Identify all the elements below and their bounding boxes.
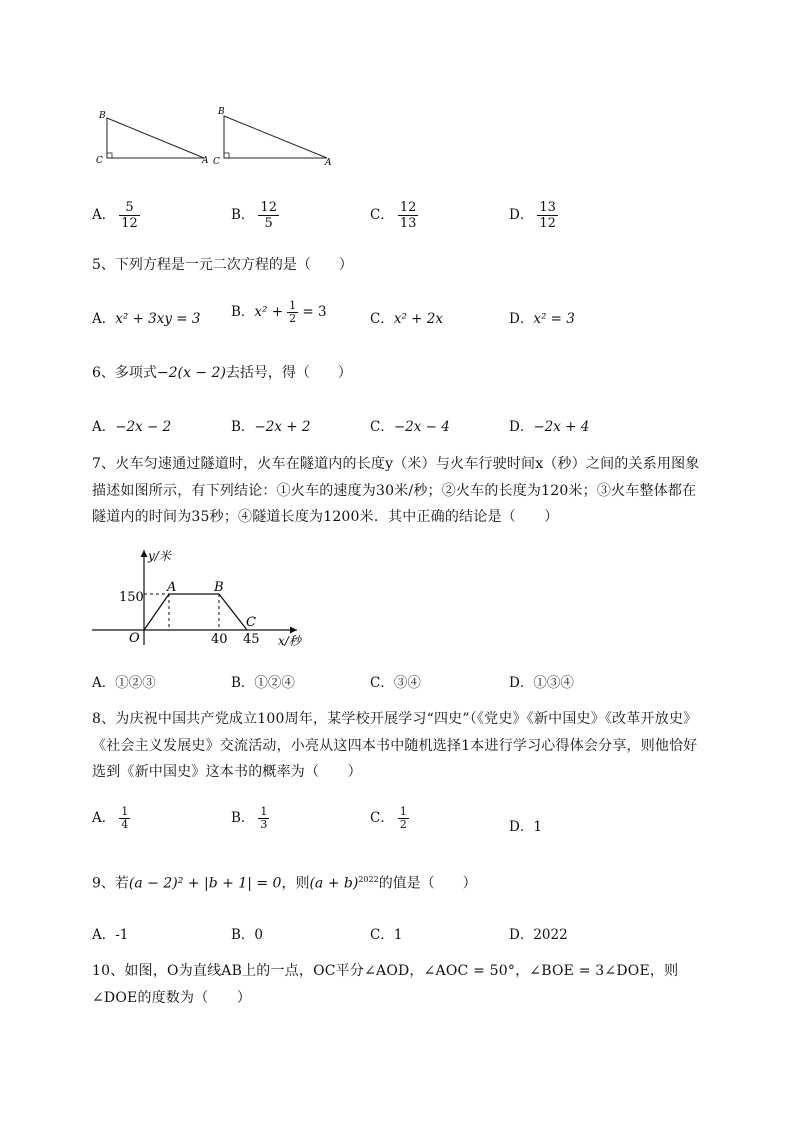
q6-stem: [92, 360, 732, 386]
numerator: 13: [539, 200, 556, 215]
q5-option-a[interactable]: [92, 307, 200, 327]
option-letter: C．: [370, 207, 394, 223]
q7-option-a[interactable]: [92, 671, 156, 691]
option-letter: A．: [92, 675, 116, 691]
option-text: ③④: [393, 675, 421, 691]
option-letter: B．: [231, 675, 255, 691]
option-text: −2x − 4: [393, 419, 450, 435]
q5-option-c[interactable]: [370, 307, 443, 327]
denominator: 12: [539, 216, 556, 231]
tri2-label-a: A: [325, 158, 332, 168]
q5-option-b[interactable]: [231, 300, 327, 325]
q6-option-d[interactable]: [509, 415, 589, 435]
option-text: −2x − 2: [115, 419, 172, 435]
option-text: = 3: [302, 304, 327, 320]
option-letter: D．: [509, 419, 534, 435]
denominator: 3: [260, 818, 268, 831]
option-text: -1: [115, 927, 129, 943]
q8-option-a[interactable]: [92, 806, 130, 831]
stem-expression: (a + b): [309, 875, 359, 892]
trapezoid-line: [144, 594, 247, 630]
numerator: 12: [260, 200, 277, 215]
tri1-label-a: A: [202, 156, 209, 166]
option-letter: C．: [370, 419, 394, 435]
option-letter: C．: [370, 675, 394, 691]
denominator: 5: [264, 216, 273, 231]
tri1-label-b: B: [99, 111, 106, 121]
option-text: x² = 3: [533, 311, 575, 327]
q9-option-c[interactable]: [370, 923, 402, 943]
option-letter: B．: [231, 419, 255, 435]
q4-option-c[interactable]: [370, 200, 418, 231]
option-letter: D．: [509, 927, 534, 943]
triangle-2: [213, 107, 332, 168]
option-text: 2022: [533, 927, 568, 943]
x-axis-label: x/秒: [278, 634, 301, 648]
option-letter: C．: [370, 311, 394, 327]
q4-option-d[interactable]: [509, 200, 558, 231]
option-letter: A．: [92, 419, 116, 435]
option-letter: A．: [92, 207, 116, 223]
q9-option-a[interactable]: [92, 923, 128, 943]
stem-text: 的值是（ ）: [378, 875, 477, 892]
option-letter: D．: [509, 311, 534, 327]
stem-expression: −2(x − 2): [156, 365, 226, 381]
option-letter: C．: [370, 810, 394, 826]
q4-option-b[interactable]: [231, 200, 279, 231]
option-letter: A．: [92, 927, 116, 943]
option-letter: B．: [231, 927, 255, 943]
q6-option-c[interactable]: [370, 415, 450, 435]
stem-text: 9、若: [92, 875, 129, 892]
option-letter: A．: [92, 311, 116, 327]
q6-option-a[interactable]: [92, 415, 171, 435]
option-letter: B．: [231, 810, 255, 826]
option-text: ①③④: [533, 675, 574, 691]
option-letter: D．: [509, 207, 534, 223]
q5-stem: 5、下列方程是一元二次方程的是（ ）: [92, 257, 353, 273]
denominator: 4: [121, 818, 129, 831]
q7-option-c[interactable]: [370, 671, 421, 691]
stem-expression: (a − 2)² + |b + 1| = 0: [128, 875, 282, 892]
q7-graph: [92, 545, 322, 650]
denominator: 12: [121, 216, 138, 231]
denominator: 2: [399, 818, 407, 831]
q9-option-d[interactable]: [509, 923, 568, 943]
numerator: 1: [121, 805, 129, 818]
stem-text: 6、多项式: [92, 365, 157, 381]
tri1-label-c: C: [96, 156, 103, 166]
q8-option-d[interactable]: [509, 815, 542, 835]
option-text: −2x + 2: [254, 419, 311, 435]
option-text: 0: [254, 927, 264, 943]
q8-stem: 8、为庆祝中国共产党成立100周年，某学校开展学习“四史”（《党史》《新中国史》《改革开放史》《社会主义发展史》交流活动，小亮从这四本书中随机选择1本进行学习心得体会分享，则他恰好选到《新中国史》这本书的概率为（ ）: [92, 711, 698, 780]
numerator: 1: [260, 805, 268, 818]
y-axis-label: y/米: [148, 549, 171, 563]
q7-option-d[interactable]: [509, 671, 574, 691]
denominator: 2: [289, 312, 297, 325]
q10-stem: 10、如图，O为直线AB上的一点，OC平分∠AOD，∠AOC = 50°，∠BOE = 3∠DOE，则∠DOE的度数为（ ）: [92, 963, 679, 1006]
y-tick-150: 150: [119, 590, 144, 605]
q7-option-b[interactable]: [231, 671, 295, 691]
x-tick-45: 45: [243, 632, 260, 647]
q8-option-b[interactable]: [231, 806, 269, 831]
option-letter: D．: [509, 819, 534, 835]
denominator: 13: [399, 216, 417, 231]
option-letter: B．: [231, 207, 255, 223]
q6-option-b[interactable]: [231, 415, 310, 435]
numerator: 12: [399, 200, 417, 215]
option-letter: D．: [509, 675, 534, 691]
option-text: 1: [533, 819, 542, 835]
option-text: x² + 3xy = 3: [115, 311, 201, 327]
point-a-label: A: [167, 580, 177, 595]
q9-option-b[interactable]: [231, 923, 263, 943]
point-b-label: B: [214, 580, 224, 595]
q7-stem: 7、火车匀速通过隧道时，火车在隧道内的长度y（米）与火车行驶时间x（秒）之间的关系用图象描述如图所示，有下列结论：①火车的速度为30米/秒；②火车的长度为120米；③火车整体都在隧道内的时间为35秒；④隧道长度为1200米．其中正确的结论是（ ）: [92, 456, 700, 525]
origin-label: O: [129, 631, 140, 646]
numerator: 5: [119, 200, 140, 216]
q4-option-a[interactable]: [92, 200, 140, 231]
numerator: 1: [289, 299, 297, 312]
tri2-label-c: C: [213, 157, 220, 167]
x-tick-40: 40: [211, 632, 228, 647]
tri2-label-b: B: [218, 107, 225, 117]
option-text: ①②③: [115, 675, 156, 691]
option-text: x² +: [254, 304, 284, 320]
point-c-label: C: [246, 615, 256, 630]
q8-option-c[interactable]: [370, 806, 409, 831]
option-text: 1: [393, 927, 403, 943]
option-text: ①②④: [254, 675, 295, 691]
numerator: 1: [399, 805, 407, 818]
stem-exponent: 2022: [358, 875, 379, 884]
triangles-figure: [92, 100, 342, 172]
option-letter: B．: [231, 304, 255, 320]
stem-text: 去括号，得（ ）: [225, 365, 352, 381]
option-text: −2x + 4: [533, 419, 590, 435]
stem-text: ，则: [281, 875, 310, 892]
q9-stem: [92, 867, 732, 897]
option-text: x² + 2x: [393, 311, 443, 327]
option-letter: C．: [370, 927, 394, 943]
triangle-1: [96, 111, 209, 166]
q5-option-d[interactable]: [509, 307, 575, 327]
option-letter: A．: [92, 810, 116, 826]
